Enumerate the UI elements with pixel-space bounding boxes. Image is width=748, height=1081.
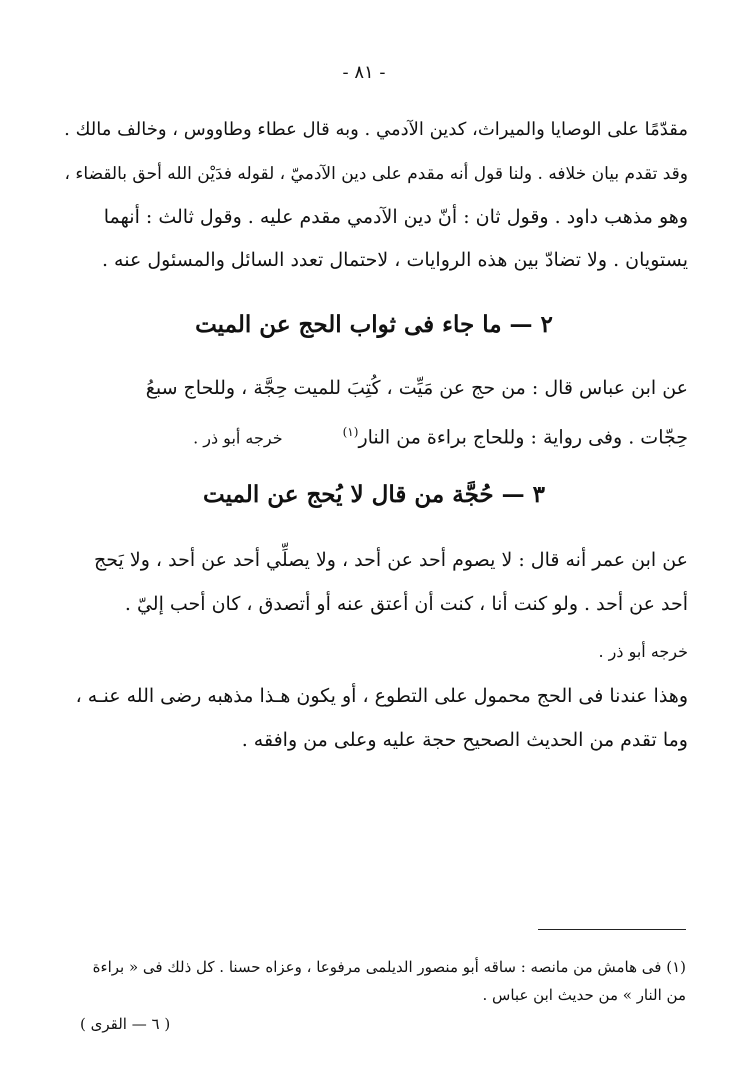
section-2-line-1: عن ابن عباس قال : من حج عن مَيِّت ، كُتِبَ للميت حِجَّة ، وللحاج سبعُ — [145, 377, 688, 399]
footnote-separator — [538, 929, 686, 930]
signature-mark: ( ٦ — القرى ) — [80, 1015, 171, 1033]
section-3-source: خرجه أبو ذر . — [598, 642, 688, 661]
page-number: - ٨١ - — [342, 62, 386, 83]
para1-line-1: مقدّمًا على الوصايا والميراث، كدين الآدمي . وبه قال عطاء وطاووس ، وخالف مالك . — [64, 119, 688, 140]
section-3-line-1: عن ابن عمر أنه قال : لا يصوم أحد عن أحد ، ولا يصلِّي أحد عن أحد ، ولا يَحج — [94, 549, 688, 571]
footnote-ref: (١) — [342, 425, 359, 439]
para4-line-1: وهذا عندنا فى الحج محمول على التطوع ، أو يكون هـذا مذهبه رضى الله عنـه ، — [75, 685, 688, 707]
section-2-heading: ٢ — ما جاء فى ثواب الحج عن الميت — [195, 311, 553, 338]
section-2-line-2 — [58, 420, 688, 450]
section-3-line-2: أحد عن أحد . ولو كنت أنا ، كنت أن أعتق عنه أو أتصدق ، كان أحب إليّ . — [124, 593, 688, 615]
para4-line-2: وما تقدم من الحديث الصحيح حجة عليه وعلى من وافقه . — [241, 729, 688, 751]
para1-line-2: وقد تقدم بيان خلافه . ولنا قول أنه مقدم على دين الآدميّ ، لقوله فدَيْن الله أحق بالقضاء ، — [64, 164, 688, 184]
footnote-line-1: (١) فى هامش من مانصه : ساقه أبو منصور الديلمى مرفوعا ، وعزاه حسنا . كل ذلك فى « براءة — [92, 958, 686, 976]
para1-line-4: يستويان . ولا تضادّ بين هذه الروايات ، لاحتمال تعدد السائل والمسئول عنه . — [101, 249, 688, 271]
section-2-line-2-text: حِجّات . وفى رواية : وللحاج براءة من النار — [358, 426, 688, 449]
para1-line-3: وهو مذهب داود . وقول ثان : أنّ دين الآدمي مقدم عليه . وقول ثالث : أنهما — [103, 206, 688, 228]
footnote-line-2: من النار » من حديث ابن عباس . — [482, 986, 686, 1004]
section-3-heading: ٣ — حُجَّة من قال لا يُحج عن الميت — [202, 481, 546, 508]
section-2-source: خرجه أبو ذر . — [193, 428, 283, 448]
